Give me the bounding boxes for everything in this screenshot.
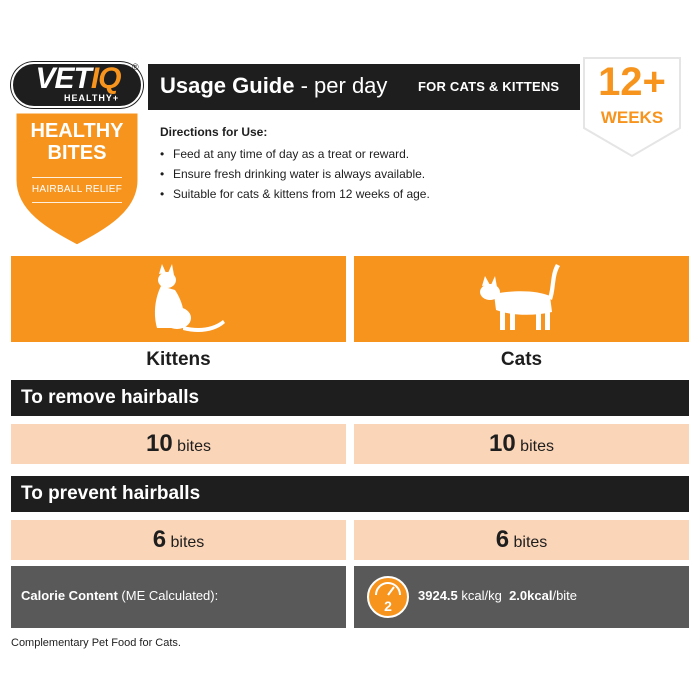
directions-title: Directions for Use: [160, 125, 268, 139]
cats-label: Cats [500, 349, 543, 370]
shield-title-line2: BITES [47, 142, 107, 164]
section-prevent-hairballs: To prevent hairballs [11, 476, 689, 512]
sitting-cat-icon [11, 256, 346, 342]
kittens-panel [11, 256, 346, 342]
directions-item: • Ensure fresh drinking water is always available. [160, 164, 580, 184]
calorie-label [21, 588, 218, 603]
value-number: 10 [489, 430, 516, 457]
value-unit: bites [520, 438, 554, 455]
footer-note: Complementary Pet Food for Cats. [11, 637, 181, 649]
kittens-label: Kittens [146, 349, 211, 370]
directions-item: • Feed at any time of day as a treat or reward. [160, 144, 580, 164]
value-number: 10 [146, 430, 173, 457]
value-number: 6 [152, 526, 167, 553]
logo-subtitle: HEALTHY+ [64, 93, 120, 103]
kcal-bite-value: 2.0kcal [509, 588, 553, 603]
logo-iq-text: IQ [90, 62, 121, 95]
shield-subtitle: HAIRBALL RELIEF [31, 184, 123, 195]
age-badge-number: 12+ [598, 60, 666, 104]
scale-icon-number: 2 [384, 598, 392, 614]
brand-logo-text [18, 62, 138, 96]
kcal-kg-unit: kcal/kg [457, 588, 502, 603]
shield-divider [32, 202, 122, 203]
kittens-prevent-value [11, 520, 346, 560]
age-badge-unit: WEEKS [600, 108, 664, 127]
value-unit: bites [170, 534, 205, 551]
section-remove-hairballs: To remove hairballs [11, 380, 689, 416]
scale-icon [366, 575, 410, 619]
directions-list [160, 144, 580, 204]
logo-vet-text: VET [35, 62, 91, 95]
page-title [160, 72, 387, 100]
kcal-bite-unit: /bite [552, 588, 578, 603]
cats-prevent-value [354, 520, 689, 560]
calorie-label-main: Calorie Content [21, 588, 118, 603]
directions-item: • Suitable for cats & kittens from 12 weeks of age. [160, 184, 580, 204]
cats-remove-value [354, 424, 689, 464]
value-unit: bites [177, 438, 211, 455]
shield-title-line1: HEALTHY [30, 120, 124, 142]
audience-label: FOR CATS & KITTENS [418, 79, 560, 94]
kcal-kg-value: 3924.5 [418, 588, 458, 603]
shield-title [11, 120, 143, 164]
value-unit: bites [513, 534, 548, 551]
walking-cat-icon [354, 256, 689, 342]
page-title-main: Usage Guide [160, 73, 295, 98]
cats-panel [354, 256, 689, 342]
calorie-label-note: (ME Calculated): [117, 588, 219, 603]
kittens-remove-value [11, 424, 346, 464]
page-title-suffix: - per day [294, 73, 388, 98]
value-number: 6 [495, 526, 510, 553]
calorie-value [418, 588, 577, 603]
shield-divider [32, 177, 122, 178]
registered-mark: ® [132, 62, 139, 72]
